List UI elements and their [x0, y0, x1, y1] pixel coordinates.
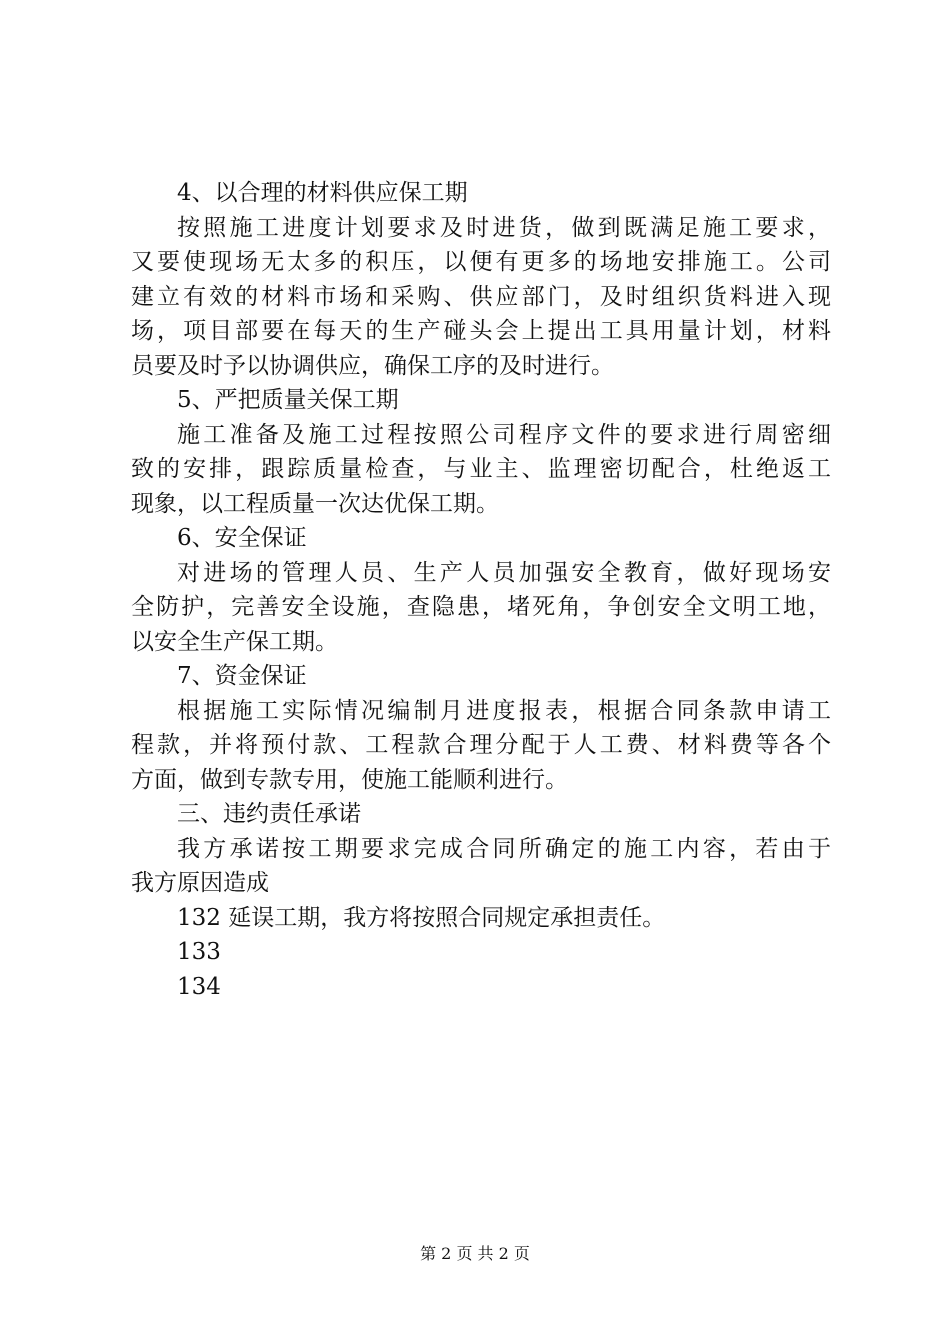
page-footer — [0, 1244, 950, 1264]
paragraph-line: 134 — [177, 973, 221, 1000]
paragraph-line: 方面，做到专款专用，使施工能顺利进行。 — [131, 766, 568, 793]
paragraph-line: 对进场的管理人员、生产人员加强安全教育，做好现场安 — [177, 559, 831, 586]
paragraph-line: 建立有效的材料市场和采购、供应部门，及时组织货料进入现 — [131, 283, 831, 310]
paragraph-line: 以安全生产保工期。 — [131, 628, 338, 655]
paragraph-line: 致的安排，跟踪质量检查，与业主、监理密切配合，杜绝返工 — [131, 456, 831, 482]
paragraph-line: 133 — [177, 939, 221, 965]
heading-material-supply: 4、以合理的材料供应保工期 — [177, 180, 468, 206]
paragraph-line: 我方承诺按工期要求完成合同所确定的施工内容，若由于 — [177, 835, 831, 862]
paragraph-line: 施工准备及施工过程按照公司程序文件的要求进行周密细 — [177, 421, 831, 448]
paragraph-line: 场，项目部要在每天的生产碰头会上提出工具用量计划，材料 — [131, 318, 831, 344]
paragraph-line: 根据施工实际情况编制月进度报表，根据合同条款申请工 — [177, 697, 831, 724]
heading-safety: 6、安全保证 — [177, 525, 307, 551]
paragraph-line: 我方原因造成 — [131, 870, 269, 896]
paragraph-line: 132 延误工期，我方将按照合同规定承担责任。 — [177, 904, 666, 931]
document-body — [131, 176, 831, 1004]
paragraph-line: 全防护，完善安全设施，查隐患，堵死角，争创安全文明工地， — [131, 594, 831, 620]
paragraph-line: 程款，并将预付款、工程款合理分配于人工费、材料费等各个 — [131, 732, 831, 758]
paragraph-line: 现象，以工程质量一次达优保工期。 — [131, 490, 499, 517]
paragraph-line: 又要使现场无太多的积压，以便有更多的场地安排施工。公司 — [131, 249, 831, 275]
heading-quality-control: 5、严把质量关保工期 — [177, 387, 399, 413]
heading-breach-liability: 三、违约责任承诺 — [177, 801, 361, 827]
paragraph-line: 员要及时予以协调供应，确保工序的及时进行。 — [131, 352, 614, 379]
paragraph-line: 按照施工进度计划要求及时进货，做到既满足施工要求， — [177, 214, 831, 241]
page-number-label: 第 2 页 共 2 页 — [420, 1244, 530, 1263]
heading-funding: 7、资金保证 — [177, 663, 307, 689]
